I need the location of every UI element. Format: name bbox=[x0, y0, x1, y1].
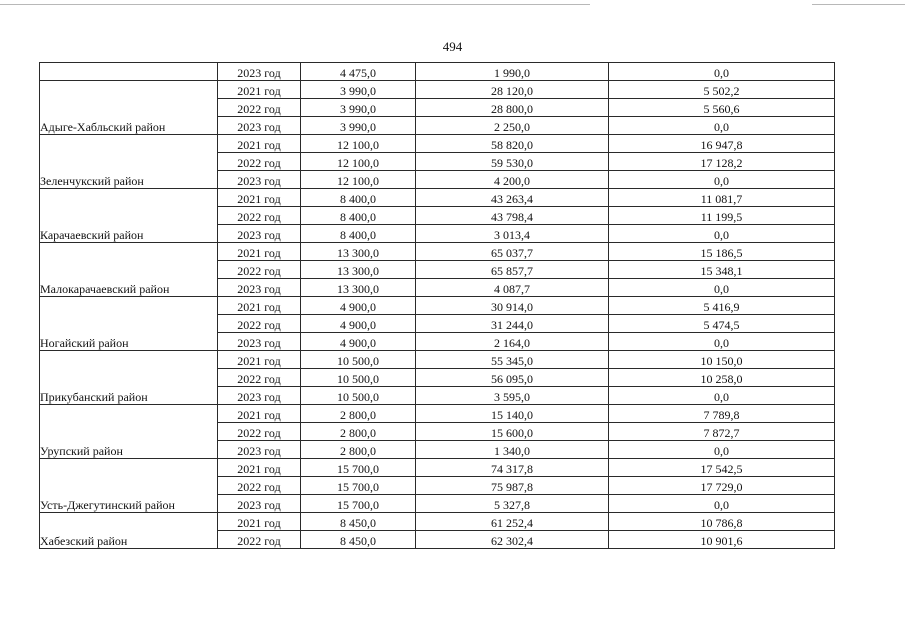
value-cell-col3: 15 348,1 bbox=[609, 261, 835, 279]
value-cell-col1: 12 100,0 bbox=[301, 135, 416, 153]
year-cell: 2023 год bbox=[218, 63, 301, 81]
value-cell-col1: 15 700,0 bbox=[301, 495, 416, 513]
value-cell-col3: 7 789,8 bbox=[609, 405, 835, 423]
value-cell-col2: 3 595,0 bbox=[416, 387, 609, 405]
value-cell-col1: 4 900,0 bbox=[301, 315, 416, 333]
value-cell-col3: 11 081,7 bbox=[609, 189, 835, 207]
district-name-cell: Карачаевский район bbox=[40, 189, 218, 243]
value-cell-col2: 2 250,0 bbox=[416, 117, 609, 135]
value-cell-col1: 4 475,0 bbox=[301, 63, 416, 81]
value-cell-col1: 13 300,0 bbox=[301, 279, 416, 297]
table-row bbox=[40, 513, 835, 531]
value-cell-col1: 8 400,0 bbox=[301, 189, 416, 207]
value-cell-col3: 0,0 bbox=[609, 333, 835, 351]
district-name-cell: Адыге-Хабльский район bbox=[40, 81, 218, 135]
district-name-cell: Урупский район bbox=[40, 405, 218, 459]
value-cell-col3: 7 872,7 bbox=[609, 423, 835, 441]
value-cell-col2: 1 340,0 bbox=[416, 441, 609, 459]
year-cell: 2022 год bbox=[218, 477, 301, 495]
value-cell-col2: 3 013,4 bbox=[416, 225, 609, 243]
value-cell-col2: 1 990,0 bbox=[416, 63, 609, 81]
value-cell-col2: 55 345,0 bbox=[416, 351, 609, 369]
year-cell: 2021 год bbox=[218, 135, 301, 153]
value-cell-col1: 15 700,0 bbox=[301, 477, 416, 495]
table-row bbox=[40, 351, 835, 369]
value-cell-col2: 65 037,7 bbox=[416, 243, 609, 261]
value-cell-col2: 61 252,4 bbox=[416, 513, 609, 531]
year-cell: 2021 год bbox=[218, 81, 301, 99]
district-name-cell: Усть-Джегутинский район bbox=[40, 459, 218, 513]
value-cell-col1: 15 700,0 bbox=[301, 459, 416, 477]
year-cell: 2022 год bbox=[218, 315, 301, 333]
value-cell-col3: 16 947,8 bbox=[609, 135, 835, 153]
year-cell: 2023 год bbox=[218, 117, 301, 135]
value-cell-col3: 5 416,9 bbox=[609, 297, 835, 315]
year-cell: 2021 год bbox=[218, 243, 301, 261]
value-cell-col2: 28 120,0 bbox=[416, 81, 609, 99]
value-cell-col1: 10 500,0 bbox=[301, 369, 416, 387]
value-cell-col3: 10 786,8 bbox=[609, 513, 835, 531]
table-row bbox=[40, 243, 835, 261]
value-cell-col1: 13 300,0 bbox=[301, 261, 416, 279]
year-cell: 2023 год bbox=[218, 333, 301, 351]
value-cell-col1: 8 400,0 bbox=[301, 225, 416, 243]
value-cell-col2: 15 600,0 bbox=[416, 423, 609, 441]
value-cell-col1: 3 990,0 bbox=[301, 81, 416, 99]
table-row bbox=[40, 135, 835, 153]
year-cell: 2023 год bbox=[218, 495, 301, 513]
value-cell-col3: 5 502,2 bbox=[609, 81, 835, 99]
year-cell: 2023 год bbox=[218, 225, 301, 243]
value-cell-col3: 0,0 bbox=[609, 117, 835, 135]
value-cell-col3: 17 542,5 bbox=[609, 459, 835, 477]
table-row bbox=[40, 63, 835, 81]
year-cell: 2021 год bbox=[218, 405, 301, 423]
value-cell-col2: 56 095,0 bbox=[416, 369, 609, 387]
value-cell-col1: 2 800,0 bbox=[301, 441, 416, 459]
value-cell-col3: 17 128,2 bbox=[609, 153, 835, 171]
year-cell: 2022 год bbox=[218, 423, 301, 441]
table-row bbox=[40, 297, 835, 315]
value-cell-col2: 15 140,0 bbox=[416, 405, 609, 423]
value-cell-col3: 5 474,5 bbox=[609, 315, 835, 333]
year-cell: 2023 год bbox=[218, 171, 301, 189]
value-cell-col1: 3 990,0 bbox=[301, 117, 416, 135]
year-cell: 2022 год bbox=[218, 153, 301, 171]
value-cell-col1: 10 500,0 bbox=[301, 387, 416, 405]
value-cell-col1: 8 450,0 bbox=[301, 513, 416, 531]
value-cell-col3: 10 901,6 bbox=[609, 531, 835, 549]
value-cell-col1: 8 450,0 bbox=[301, 531, 416, 549]
value-cell-col2: 59 530,0 bbox=[416, 153, 609, 171]
value-cell-col2: 75 987,8 bbox=[416, 477, 609, 495]
year-cell: 2021 год bbox=[218, 513, 301, 531]
value-cell-col3: 0,0 bbox=[609, 63, 835, 81]
table-row bbox=[40, 189, 835, 207]
value-cell-col3: 11 199,5 bbox=[609, 207, 835, 225]
year-cell: 2022 год bbox=[218, 369, 301, 387]
value-cell-col3: 10 258,0 bbox=[609, 369, 835, 387]
value-cell-col3: 0,0 bbox=[609, 495, 835, 513]
district-name-cell: Малокарачаевский район bbox=[40, 243, 218, 297]
value-cell-col2: 31 244,0 bbox=[416, 315, 609, 333]
year-cell: 2022 год bbox=[218, 99, 301, 117]
table-body bbox=[40, 63, 835, 549]
value-cell-col1: 12 100,0 bbox=[301, 153, 416, 171]
table-row bbox=[40, 405, 835, 423]
year-cell: 2021 год bbox=[218, 189, 301, 207]
year-cell: 2022 год bbox=[218, 531, 301, 549]
year-cell: 2023 год bbox=[218, 279, 301, 297]
year-cell: 2021 год bbox=[218, 297, 301, 315]
value-cell-col2: 74 317,8 bbox=[416, 459, 609, 477]
value-cell-col1: 4 900,0 bbox=[301, 297, 416, 315]
year-cell: 2022 год bbox=[218, 261, 301, 279]
value-cell-col3: 17 729,0 bbox=[609, 477, 835, 495]
year-cell: 2021 год bbox=[218, 351, 301, 369]
year-cell: 2022 год bbox=[218, 207, 301, 225]
value-cell-col2: 65 857,7 bbox=[416, 261, 609, 279]
value-cell-col1: 10 500,0 bbox=[301, 351, 416, 369]
district-funding-table bbox=[39, 62, 835, 549]
value-cell-col2: 2 164,0 bbox=[416, 333, 609, 351]
table-row bbox=[40, 81, 835, 99]
value-cell-col2: 28 800,0 bbox=[416, 99, 609, 117]
value-cell-col2: 4 087,7 bbox=[416, 279, 609, 297]
value-cell-col2: 5 327,8 bbox=[416, 495, 609, 513]
value-cell-col1: 3 990,0 bbox=[301, 99, 416, 117]
value-cell-col3: 0,0 bbox=[609, 441, 835, 459]
value-cell-col1: 2 800,0 bbox=[301, 405, 416, 423]
page-number: 494 bbox=[442, 39, 463, 54]
value-cell-col2: 43 263,4 bbox=[416, 189, 609, 207]
value-cell-col3: 5 560,6 bbox=[609, 99, 835, 117]
year-cell: 2023 год bbox=[218, 387, 301, 405]
year-cell: 2023 год bbox=[218, 441, 301, 459]
value-cell-col1: 13 300,0 bbox=[301, 243, 416, 261]
district-name-cell: Прикубанский район bbox=[40, 351, 218, 405]
value-cell-col3: 0,0 bbox=[609, 279, 835, 297]
year-cell: 2021 год bbox=[218, 459, 301, 477]
scan-edge-line-left bbox=[0, 4, 590, 5]
value-cell-col1: 12 100,0 bbox=[301, 171, 416, 189]
value-cell-col3: 10 150,0 bbox=[609, 351, 835, 369]
scan-edge-line-right bbox=[812, 4, 905, 5]
district-name-cell bbox=[40, 63, 218, 81]
value-cell-col2: 4 200,0 bbox=[416, 171, 609, 189]
value-cell-col2: 43 798,4 bbox=[416, 207, 609, 225]
table-row bbox=[40, 459, 835, 477]
value-cell-col3: 0,0 bbox=[609, 387, 835, 405]
value-cell-col3: 0,0 bbox=[609, 171, 835, 189]
value-cell-col3: 15 186,5 bbox=[609, 243, 835, 261]
value-cell-col1: 8 400,0 bbox=[301, 207, 416, 225]
value-cell-col2: 30 914,0 bbox=[416, 297, 609, 315]
district-name-cell: Ногайский район bbox=[40, 297, 218, 351]
district-name-cell: Хабезский район bbox=[40, 513, 218, 549]
value-cell-col1: 2 800,0 bbox=[301, 423, 416, 441]
value-cell-col1: 4 900,0 bbox=[301, 333, 416, 351]
value-cell-col2: 62 302,4 bbox=[416, 531, 609, 549]
value-cell-col3: 0,0 bbox=[609, 225, 835, 243]
district-name-cell: Зеленчукский район bbox=[40, 135, 218, 189]
value-cell-col2: 58 820,0 bbox=[416, 135, 609, 153]
